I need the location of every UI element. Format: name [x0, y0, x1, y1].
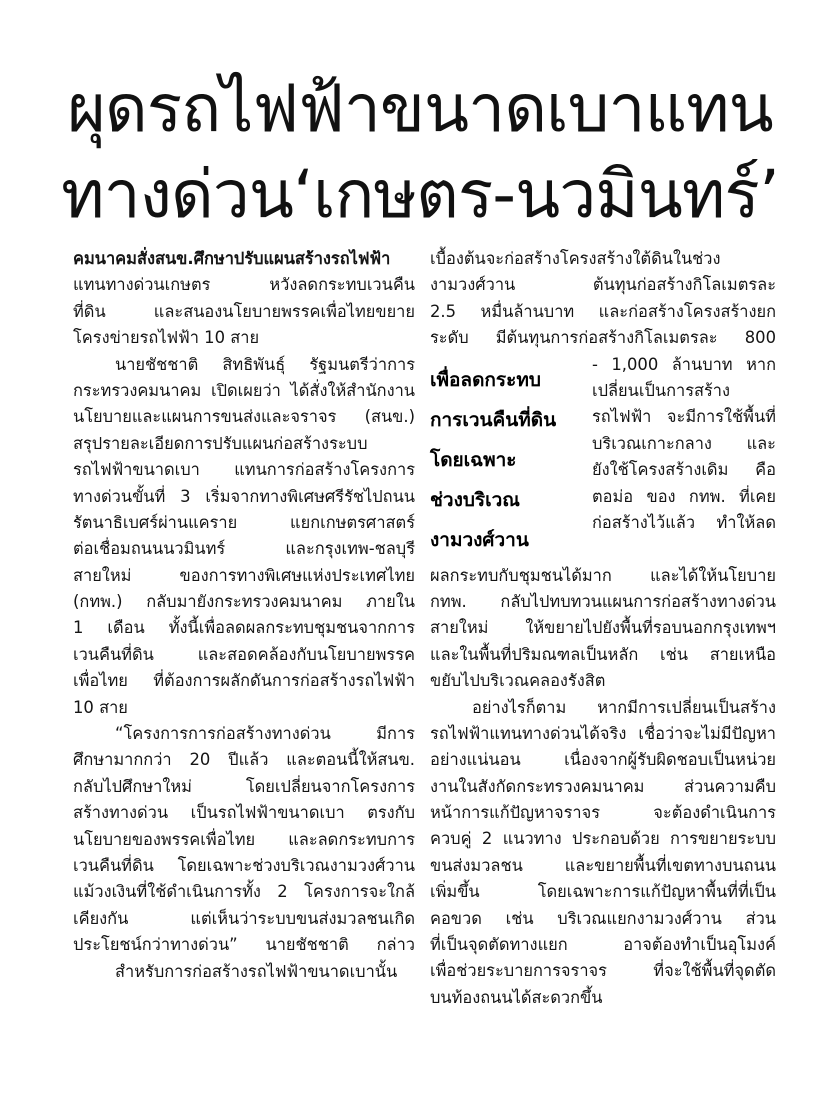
- body-line: งามวงศ์วาน ต้นทุนก่อสร้างกิโลเมตรละ: [430, 275, 776, 295]
- pull-quote-line: งามวงศ์วาน: [430, 528, 529, 551]
- wrapped-text: [592, 352, 776, 537]
- body-line: อย่างไรก็ตาม หากมีการเปลี่ยนเป็นสร้าง: [472, 697, 776, 717]
- body-line: สำหรับการก่อสร้างรถไฟฟ้าขนาดเบานั้น: [115, 961, 398, 981]
- pull-quote: [430, 360, 580, 560]
- body-line: นโยบายและแผนการขนส่งและจราจร (สนข.): [73, 407, 415, 427]
- body-line: เปลี่ยนเป็นการสร้าง: [592, 380, 731, 400]
- body-line: (กทพ.) กลับมายังกระทรวงคมนาคม ภายใน: [73, 592, 415, 612]
- body-line: กทพ. กลับไปทบทวนแผนการก่อสร้างทางด่วน: [430, 591, 776, 611]
- pull-quote-line: เพื่อลดกระทบ: [430, 368, 541, 391]
- pull-quote-line: การเวนคืนที่ดิน: [430, 408, 557, 431]
- lead-line: คมนาคมสั่งสนข.ศึกษาปรับแผนสร้างรถไฟฟ้า: [73, 249, 391, 268]
- body-line: แม้วงเงินที่ใช้ดำเนินการทั้ง 2 โครงการจะใกล้: [73, 882, 415, 902]
- body-line: หน้าการแก้ปัญหาจราจร จะต้องดำเนินการ: [430, 803, 776, 823]
- body-line: กลับไปศึกษาใหม่ โดยเปลี่ยนจากโครงการ: [73, 776, 415, 796]
- body-line: รถไฟฟ้าขนาดเบา แทนการก่อสร้างโครงการ: [73, 460, 415, 480]
- body-line: 10 สาย: [73, 697, 128, 717]
- body-line: เพื่อช่วยระบายการจราจร ที่จะใช้พื้นที่จุดตัด: [430, 961, 776, 981]
- headline-line-2: ทางด่วน‘เกษตร-นวมินทร์’: [61, 156, 779, 233]
- body-line: สายใหม่ ให้ขยายไปยังพื้นที่รอบนอกกรุงเทพฯ: [430, 618, 776, 638]
- headline-line-1: ผุดรถไฟฟ้าขนาดเบาแทน: [67, 70, 773, 147]
- right-column: [430, 246, 776, 1011]
- body-line: ขยับไปบริเวณคลองรังสิต: [430, 671, 606, 691]
- body-line: เวนคืนที่ดิน และสอดคล้องกับนโยบายพรรค: [73, 644, 415, 664]
- body-line: รถไฟฟ้า จะมีการใช้พื้นที่: [592, 407, 776, 427]
- body-line: เบื้องต้นจะก่อสร้างโครงสร้างใต้ดินในช่วง: [430, 249, 721, 268]
- body-line: เพื่อไทย ที่ต้องการผลักดันการก่อสร้างรถไฟฟ้า: [73, 671, 415, 691]
- body-line: ประโยชน์กว่าทางด่วน” นายชัชชาติ กล่าว: [73, 935, 415, 955]
- body-line: เวนคืนที่ดิน โดยเฉพาะช่วงบริเวณงามวงศ์วาน: [73, 855, 415, 875]
- body-line: ต่อเชื่อมถนนนวมินทร์ และกรุงเทพ-ชลบุรี: [73, 539, 415, 559]
- body-line: โครงข่ายรถไฟฟ้า 10 สาย: [73, 328, 260, 348]
- body-line: นายชัชชาติ สิทธิพันธุ์ รัฐมนตรีว่าการ: [115, 354, 415, 374]
- body-line: ตอม่อ ของ กทพ. ที่เคย: [592, 486, 776, 506]
- body-line: บริเวณเกาะกลาง และ: [592, 433, 776, 453]
- body-line: ขนส่งมวลชน และขยายพื้นที่เขตทางบนถนน: [430, 855, 776, 875]
- body-line: นโยบายของพรรคเพื่อไทย และลดกระทบการ: [73, 829, 415, 849]
- body-line: 2.5 หมื่นล้านบาท และก่อสร้างโครงสร้างยก: [430, 301, 776, 321]
- body-line: กระทรวงคมนาคม เปิดเผยว่า ได้สั่งให้สำนักงาน: [73, 380, 415, 400]
- pull-quote-line: โดยเฉพาะ: [430, 448, 517, 471]
- body-line: ควบคู่ 2 แนวทาง ประกอบด้วย การขยายระบบ: [430, 829, 776, 849]
- body-line: ก่อสร้างไว้แล้ว ทำให้ลด: [592, 512, 776, 532]
- body-line: งานในสังกัดกระทรวงคมนาคม ส่วนความคืบ: [430, 776, 776, 796]
- body-line: ผลกระทบกับชุมชนได้มาก และได้ให้นโยบาย: [430, 565, 776, 585]
- body-line: 1 เดือน ทั้งนี้เพื่อลดผลกระทบชุมชนจากการ: [73, 618, 415, 638]
- pull-quote-line: ช่วงบริเวณ: [430, 488, 520, 511]
- body-line: ที่ดิน และสนองนโยบายพรรคเพื่อไทยขยาย: [73, 301, 415, 321]
- body-line: อย่างแน่นอน เนื่องจากผู้รับผิดชอบเป็นหน่วย: [430, 750, 776, 770]
- body-line: เคียงกัน แต่เห็นว่าระบบขนส่งมวลชนเกิด: [73, 908, 415, 928]
- body-line: - 1,000 ล้านบาท หาก: [592, 354, 776, 374]
- left-column: [73, 246, 415, 985]
- body-line: ทางด่วนขั้นที่ 3 เริ่มจากทางพิเศษศรีรัชไปถนน: [73, 486, 415, 506]
- body-line: สายใหม่ ของการทางพิเศษแห่งประเทศไทย: [73, 565, 415, 585]
- body-line: บนท้องถนนได้สะดวกขึ้น: [430, 987, 603, 1007]
- body-line: ระดับ มีต้นทุนการก่อสร้างกิโลเมตรละ 800: [430, 328, 776, 348]
- body-line: และในพื้นที่ปริมณฑลเป็นหลัก เช่น สายเหนือ: [430, 644, 776, 664]
- body-line: ยังใช้โครงสร้างเดิม คือ: [592, 460, 776, 480]
- body-line: สรุปรายละเอียดการปรับแผนก่อสร้างระบบ: [73, 433, 368, 453]
- body-line: แทนทางด่วนเกษตร หวังลดกระทบเวนคืน: [73, 275, 415, 295]
- body-line: คอขวด เช่น บริเวณแยกงามวงศ์วาน ส่วน: [430, 908, 776, 928]
- body-line: “โครงการการก่อสร้างทางด่วน มีการ: [115, 724, 415, 744]
- body-line: ที่เป็นจุดตัดทางแยก อาจต้องทำเป็นอุโมงค์: [430, 935, 776, 955]
- body-line: รถไฟฟ้าแทนทางด่วนได้จริง เชื่อว่าจะไม่มีปัญหา: [430, 723, 776, 743]
- body-line: ศึกษามากกว่า 20 ปีแล้ว และตอนนี้ให้สนข.: [73, 750, 415, 770]
- body-line: รัตนาธิเบศร์ผ่านแคราย แยกเกษตรศาสตร์: [73, 512, 415, 532]
- body-line: สร้างทางด่วน เป็นรถไฟฟ้าขนาดเบา ตรงกับ: [73, 803, 415, 823]
- body-line: เพิ่มขึ้น โดยเฉพาะการแก้ปัญหาพื้นที่ที่เป็น: [430, 882, 776, 902]
- pull-quote-block: [430, 352, 776, 563]
